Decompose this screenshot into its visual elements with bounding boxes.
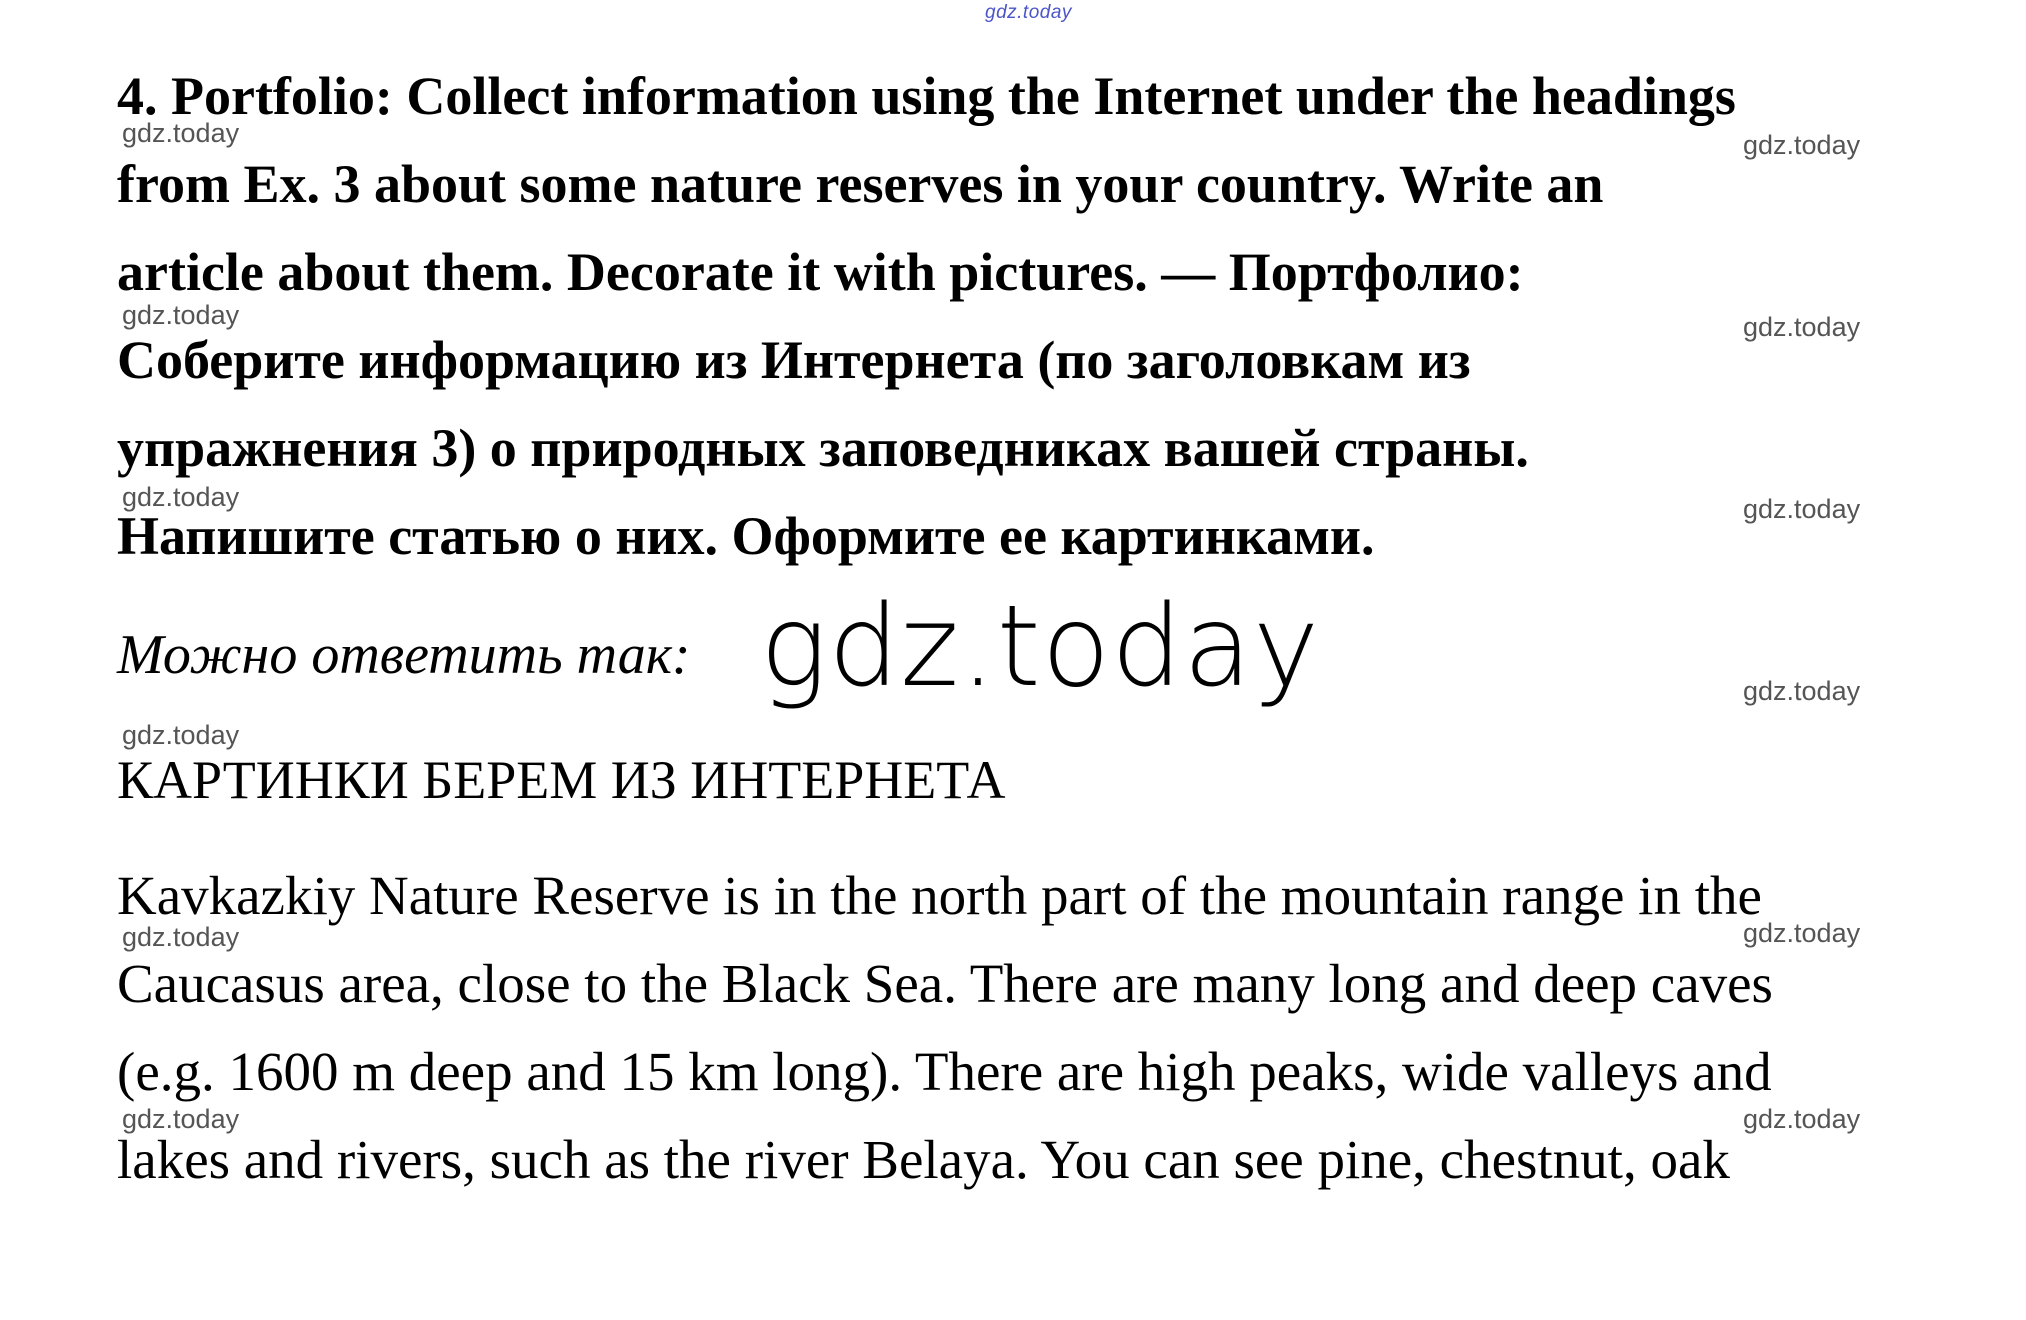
watermark-right-3: gdz.today — [1743, 494, 1861, 524]
pictures-note: КАРТИНКИ БЕРЕМ ИЗ ИНТЕРНЕТА — [117, 750, 1006, 810]
task-heading-line-4: Соберите информацию из Интернета (по заголовкам из — [117, 330, 1471, 390]
watermark-left-3: gdz.today — [122, 482, 240, 512]
watermark-right-2: gdz.today — [1743, 312, 1861, 342]
watermark-left-5: gdz.today — [122, 922, 240, 952]
watermark-right-6: gdz.today — [1743, 1104, 1861, 1134]
watermark-left-6: gdz.today — [122, 1104, 240, 1134]
top-watermark: gdz.today — [985, 2, 1072, 23]
task-heading-line-3: article about them. Decorate it with pictures. — Портфолио: — [117, 242, 1524, 302]
watermark-right-4: gdz.today — [1743, 676, 1861, 706]
body-line-2: Caucasus area, close to the Black Sea. There are many long and deep caves — [117, 953, 1773, 1014]
task-heading-line-6: Напишите статью о них. Оформите ее картинками. — [117, 506, 1375, 566]
body-line-1: Kavkazkiy Nature Reserve is in the north part of the mountain range in the — [117, 865, 1762, 926]
watermark-left-2: gdz.today — [122, 300, 240, 330]
body-line-3: (e.g. 1600 m deep and 15 km long). There are high peaks, wide valleys and — [117, 1041, 1772, 1102]
watermark-left-1: gdz.today — [122, 118, 240, 148]
task-heading-line-5: упражнения 3) о природных заповедниках вашей страны. — [117, 418, 1529, 478]
answer-lead: Можно ответить так: — [117, 624, 691, 686]
task-heading-line-2: from Ex. 3 about some nature reserves in your country. Write an — [117, 154, 1604, 214]
watermark-left-4: gdz.today — [122, 720, 240, 750]
body-line-4: lakes and rivers, such as the river Belaya. You can see pine, chestnut, oak — [117, 1129, 1730, 1190]
task-heading-line-1: 4. Portfolio: Collect information using the Internet under the headings — [117, 66, 1736, 126]
watermark-right-5: gdz.today — [1743, 918, 1861, 948]
watermark-right-1: gdz.today — [1743, 130, 1861, 160]
big-watermark: gdz.today — [760, 582, 1321, 712]
